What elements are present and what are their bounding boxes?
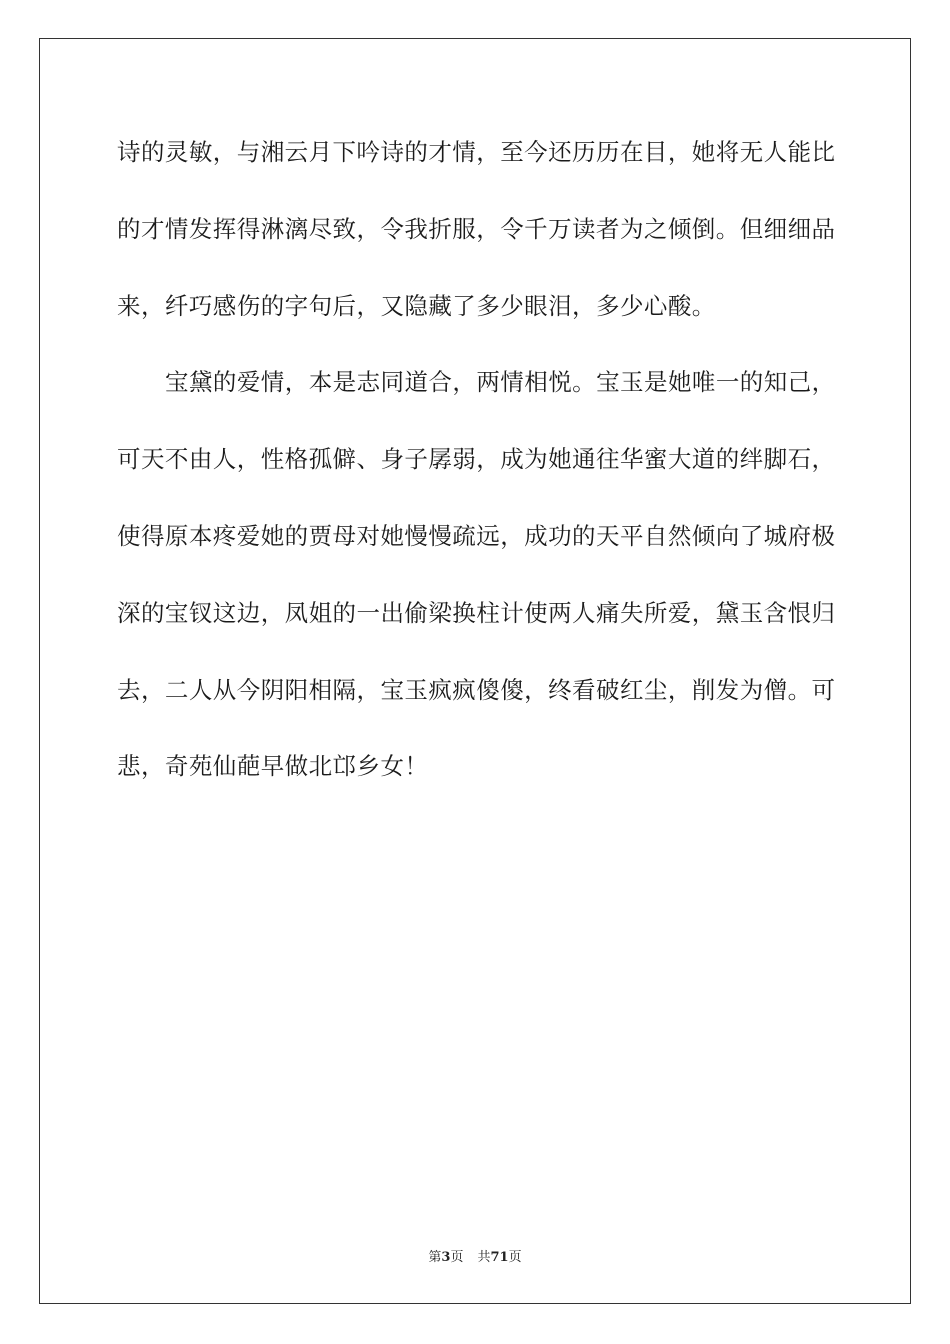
text-line: 使得原本疼爱她的贾母对她慢慢疏远，成功的天平自然倾向了城府极 [117,521,836,550]
total-suffix: 页 [508,1250,522,1265]
page-footer [0,1246,950,1265]
text-line: 深的宝钗这边，凤姐的一出偷梁换柱计使两人痛失所爱，黛玉含恨归 [117,598,836,627]
paragraph-start-line: 宝黛的爱情，本是志同道合，两情相悦。宝玉是她唯一的知己， [165,368,836,397]
text-line: 的才情发挥得淋漓尽致，令我折服，令千万读者为之倾倒。但细细品 [117,214,836,243]
page-prefix: 第 [428,1250,442,1265]
page-number: 3 [441,1250,451,1265]
text-line: 可天不由人，性格孤僻、身子孱弱，成为她通往华蜜大道的绊脚石， [117,445,836,474]
total-pages: 71 [490,1250,509,1265]
text-line: 悲，奇苑仙葩早做北邙乡女！ [117,752,429,781]
total-prefix: 共 [477,1250,491,1265]
text-line: 去，二人从今阴阳相隔，宝玉疯疯傻傻，终看破红尘，削发为僧。可 [117,675,836,704]
body-text [117,122,837,813]
page-suffix: 页 [450,1250,464,1265]
text-line: 诗的灵敏，与湘云月下吟诗的才情，至今还历历在目，她将无人能比 [117,138,836,166]
text-line: 来，纤巧感伤的字句后，又隐藏了多少眼泪，多少心酸。 [117,291,716,320]
